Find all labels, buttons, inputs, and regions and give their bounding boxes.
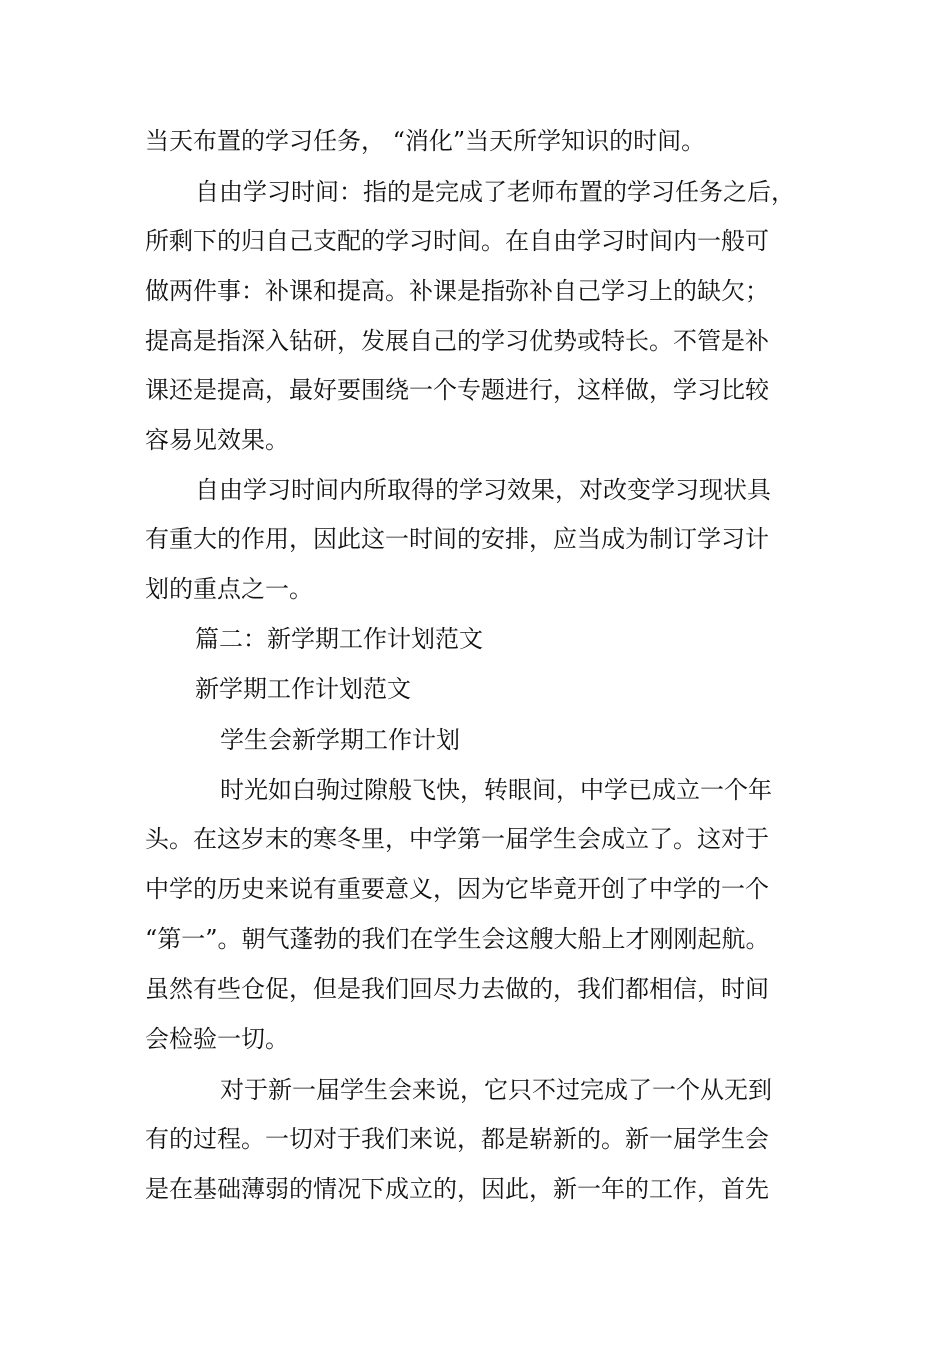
document-title: 新学期工作计划范文	[195, 675, 411, 703]
text-line: 所剩下的归自己支配的学习时间。在自由学习时间内一般可	[145, 227, 769, 255]
text-line: “第一”。朝气蓬勃的我们在学生会这艘大船上才刚刚起航。	[145, 925, 770, 953]
text-line: 划的重点之一。	[145, 575, 313, 603]
text-line: 有重大的作用，因此这一时间的安排，应当成为制订学习计	[145, 525, 769, 553]
text-line: 中学的历史来说有重要意义，因为它毕竟开创了中学的一个	[145, 875, 769, 903]
text-line: 虽然有些仓促，但是我们回尽力去做的，我们都相信，时间	[145, 975, 769, 1003]
text-line: 有的过程。一切对于我们来说，都是崭新的。新一届学生会	[145, 1125, 769, 1153]
text-line: 头。在这岁末的寒冬里，中学第一届学生会成立了。这对于	[145, 825, 769, 853]
text-line: 是在基础薄弱的情况下成立的，因此，新一年的工作，首先	[145, 1175, 769, 1203]
document-subtitle: 学生会新学期工作计划	[220, 726, 460, 754]
text-line: 做两件事：补课和提高。补课是指弥补自己学习上的缺欠；	[145, 277, 769, 305]
text-line: 自由学习时间内所取得的学习效果，对改变学习现状具	[195, 476, 771, 504]
text-line: 会检验一切。	[145, 1025, 289, 1053]
text-line: 时光如白驹过隙般飞快，转眼间，中学已成立一个年	[220, 776, 772, 804]
section-heading: 篇二：新学期工作计划范文	[195, 625, 483, 653]
text-line: 对于新一届学生会来说，它只不过完成了一个从无到	[220, 1076, 772, 1104]
text-line: 提高是指深入钻研，发展自己的学习优势或特长。不管是补	[145, 327, 769, 355]
text-line: 当天布置的学习任务， “消化”当天所学知识的时间。	[145, 127, 706, 155]
text-line: 自由学习时间：指的是完成了老师布置的学习任务之后，	[195, 178, 795, 206]
text-line: 课还是提高，最好要围绕一个专题进行，这样做，学习比较	[145, 376, 769, 404]
text-line: 容易见效果。	[145, 426, 289, 454]
